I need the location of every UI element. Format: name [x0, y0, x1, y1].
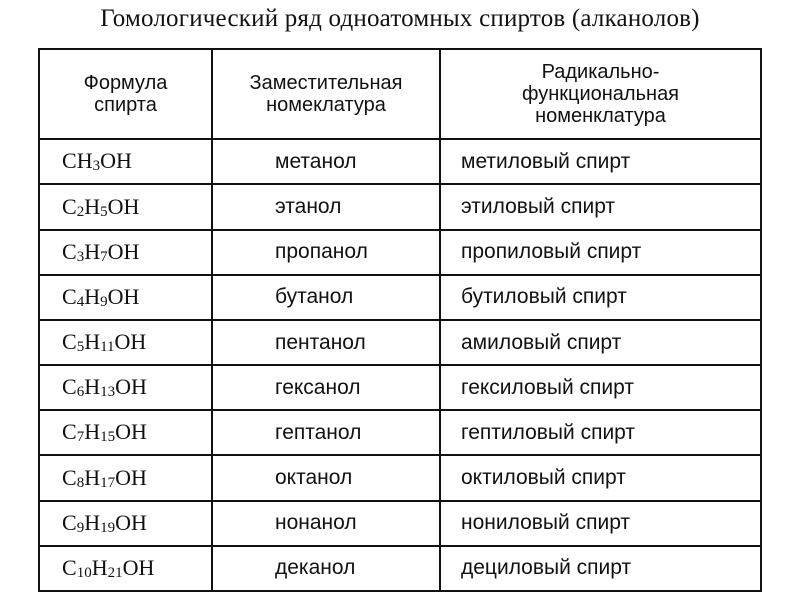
formula-subscript: 8	[76, 474, 85, 491]
formula-subscript: 5	[100, 203, 108, 220]
formula-element: C	[62, 374, 77, 400]
systematic-name-cell: гептанол	[212, 410, 440, 455]
radical-name-cell: амиловый спирт	[440, 320, 761, 365]
header-formula	[39, 49, 212, 139]
systematic-name-cell: пентанол	[212, 320, 440, 365]
formula-subscript: 17	[100, 474, 116, 491]
formula-element: H	[84, 283, 101, 309]
table-row	[39, 410, 761, 455]
header-formula-line: спирта	[94, 94, 157, 117]
formula-subscript: 4	[76, 293, 85, 310]
formula-element: H	[84, 509, 101, 535]
formula-cell	[39, 139, 212, 184]
formula-element: H	[76, 148, 93, 174]
formula-element: OH	[115, 374, 147, 400]
formula-subscript: 6	[76, 384, 85, 401]
formula-subscript: 2	[76, 203, 85, 220]
formula-element: H	[84, 464, 101, 490]
table-row	[39, 455, 761, 500]
formula-subscript: 15	[100, 429, 116, 446]
header-formula-line: Формула	[83, 72, 168, 95]
formula-subscript: 7	[76, 429, 85, 446]
systematic-name-cell: метанол	[212, 139, 440, 184]
header-systematic-line: номеклатура	[266, 94, 386, 117]
formula-element: OH	[115, 509, 147, 535]
radical-name-cell: этиловый спирт	[440, 184, 761, 229]
formula-element: H	[84, 329, 101, 355]
formula-element: OH	[100, 148, 132, 174]
table-header-row	[39, 49, 761, 139]
formula-subscript: 5	[76, 339, 85, 356]
formula-element: C	[62, 193, 77, 219]
formula-subscript: 11	[100, 339, 115, 356]
formula-cell	[39, 501, 212, 546]
alcohols-table-container	[38, 48, 760, 592]
formula-cell	[39, 365, 212, 410]
formula-cell	[39, 546, 212, 591]
formula-cell	[39, 275, 212, 320]
radical-name-cell: октиловый спирт	[440, 455, 761, 500]
formula-subscript: 21	[107, 564, 123, 581]
formula-cell	[39, 455, 212, 500]
table-row	[39, 546, 761, 591]
formula-element: C	[62, 283, 77, 309]
formula-element: C	[62, 554, 77, 580]
formula-element: OH	[115, 419, 147, 445]
formula-element: OH	[107, 283, 140, 309]
header-radical	[440, 49, 761, 139]
alcohols-table	[38, 48, 762, 592]
radical-name-cell: нониловый спирт	[440, 501, 761, 546]
formula-element: OH	[122, 554, 155, 580]
formula-cell	[39, 184, 212, 229]
formula-subscript: 13	[100, 384, 116, 401]
formula-subscript: 10	[76, 564, 92, 581]
systematic-name-cell: нонанол	[212, 501, 440, 546]
formula-subscript: 9	[76, 519, 85, 536]
formula-element: C	[62, 329, 77, 355]
formula-cell	[39, 320, 212, 365]
systematic-name-cell: деканол	[212, 546, 440, 591]
formula-subscript: 19	[100, 519, 116, 536]
systematic-name-cell: гексанол	[212, 365, 440, 410]
header-systematic-line: Заместительная	[249, 72, 403, 95]
systematic-name-cell: бутанол	[212, 275, 440, 320]
header-radical-line: номенклатура	[535, 105, 666, 128]
formula-element: C	[62, 509, 77, 535]
formula-element: H	[84, 419, 101, 445]
radical-name-cell: гептиловый спирт	[440, 410, 761, 455]
radical-name-cell: гексиловый спирт	[440, 365, 761, 410]
formula-element: C	[62, 419, 77, 445]
formula-subscript: 3	[76, 248, 85, 265]
table-row	[39, 184, 761, 229]
systematic-name-cell: пропанол	[212, 230, 440, 275]
radical-name-cell: дециловый спирт	[440, 546, 761, 591]
formula-element: C	[62, 464, 77, 490]
table-row	[39, 320, 761, 365]
header-radical-line: функциональная	[521, 83, 680, 106]
formula-element: H	[84, 193, 101, 219]
formula-cell	[39, 230, 212, 275]
table-row	[39, 230, 761, 275]
formula-subscript: 9	[100, 293, 108, 310]
header-systematic	[212, 49, 440, 139]
formula-cell	[39, 410, 212, 455]
formula-element: C	[62, 238, 77, 264]
formula-subscript: 7	[100, 248, 108, 265]
formula-element: H	[84, 374, 101, 400]
formula-element: H	[84, 238, 101, 264]
radical-name-cell: метиловый спирт	[440, 139, 761, 184]
formula-element: OH	[107, 238, 140, 264]
page-title: Гомологический ряд одноатомных спиртов (алканолов)	[100, 5, 700, 32]
formula-element: OH	[115, 464, 147, 490]
formula-element: H	[91, 554, 108, 580]
table-row	[39, 275, 761, 320]
header-radical-line: Радикально-	[541, 61, 660, 84]
formula-element: C	[62, 148, 77, 174]
table-row	[39, 139, 761, 184]
table-row	[39, 501, 761, 546]
radical-name-cell: бутиловый спирт	[440, 275, 761, 320]
radical-name-cell: пропиловый спирт	[440, 230, 761, 275]
formula-element: OH	[107, 193, 140, 219]
formula-subscript: 3	[92, 158, 101, 175]
systematic-name-cell: этанол	[212, 184, 440, 229]
table-row	[39, 365, 761, 410]
formula-element: OH	[114, 329, 147, 355]
systematic-name-cell: октанол	[212, 455, 440, 500]
